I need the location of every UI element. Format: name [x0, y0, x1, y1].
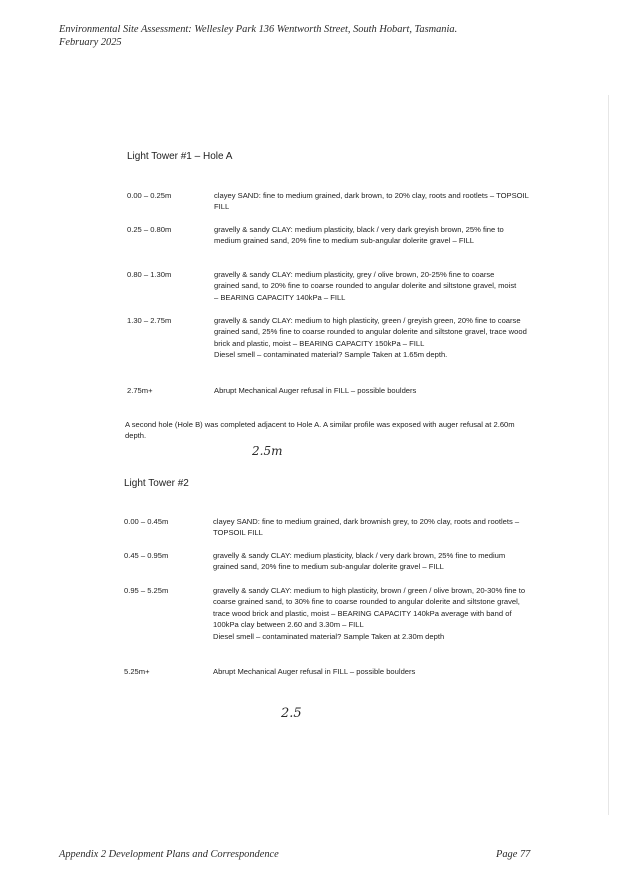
- soil-description: gravelly & sandy CLAY: medium plasticity, grey / olive brown, 20-25% fine to coarse grained sand, to 20% fine to coarse rounded to angular dolerite and siltstone gravel, moist – BEARING CAPACITY 140kPa – FILL: [214, 270, 517, 302]
- handwritten-text: 2.5: [281, 706, 302, 721]
- page-number: Page 77: [496, 849, 531, 860]
- soil-description-text: gravelly & sandy CLAY: medium to high plasticity, brown / green / olive brown, 20-30% fine to coarse grained sand, to 30% fine to coarse rounded to angular dolerite and siltstone gravel, trace wood brick and plastic, moist – BEARING CAPACITY 140kPa average with band of 100kPa clay between 2.60 and 3.30m – FILL: [213, 586, 526, 630]
- handwritten-depth-tower2: [281, 706, 302, 721]
- soil-description: Abrupt Mechanical Auger refusal in FILL – possible boulders: [213, 667, 416, 676]
- tower2-title: Light Tower #2: [124, 478, 189, 489]
- sample-note: Diesel smell – contaminated material? Sample Taken at 2.30m depth: [213, 631, 445, 641]
- handwritten-depth-tower1: [252, 444, 282, 458]
- soil-description: gravelly & sandy CLAY: medium plasticity, black / very dark greyish brown, 25% fine to medium grained sand, 20% fine to medium sub-angular dolerite gravel – FILL: [214, 225, 504, 246]
- soil-description: clayey SAND: fine to medium grained, dark brownish grey, to 20% clay, roots and rootlets – TOPSOIL FILL: [213, 517, 520, 538]
- header-title: Environmental Site Assessment: Wellesley Park 136 Wentworth Street, South Hobart, Tasmania.: [59, 24, 458, 35]
- depth-range: 0.80 – 1.30m: [127, 270, 172, 279]
- scan-edge-line: [608, 95, 609, 815]
- soil-description: clayey SAND: fine to medium grained, dark brown, to 20% clay, roots and rootlets – TOPSOIL FILL: [214, 191, 529, 212]
- depth-range: 0.95 – 5.25m: [124, 586, 169, 595]
- hole-b-note: A second hole (Hole B) was completed adjacent to Hole A. A similar profile was exposed with auger refusal at 2.60m depth.: [125, 420, 515, 441]
- soil-description-text: gravelly & sandy CLAY: medium to high plasticity, green / greyish green, 20% fine to coarse grained sand, 25% fine to coarse rounded to angular dolerite and siltstone gravel, trace wood brick and plastic, moist – BEARING CAPACITY 150kPa – FILL: [214, 316, 527, 348]
- footer-appendix: Appendix 2 Development Plans and Correspondence: [59, 849, 279, 860]
- depth-range: 2.75m+: [127, 386, 153, 395]
- depth-range: 0.45 – 0.95m: [124, 551, 169, 560]
- depth-range: 0.25 – 0.80m: [127, 225, 172, 234]
- depth-range: 0.00 – 0.25m: [127, 191, 172, 200]
- depth-range: 5.25m+: [124, 667, 150, 676]
- sample-note: Diesel smell – contaminated material? Sample Taken at 1.65m depth.: [214, 350, 448, 360]
- soil-description: Abrupt Mechanical Auger refusal in FILL – possible boulders: [214, 386, 417, 395]
- document-header: [59, 23, 457, 49]
- soil-description: [213, 585, 533, 642]
- handwritten-text: 2.5m: [252, 444, 283, 458]
- header-date: February 2025: [59, 37, 122, 48]
- depth-range: 0.00 – 0.45m: [124, 517, 169, 526]
- tower1-title: Light Tower #1 – Hole A: [127, 151, 233, 162]
- depth-range: 1.30 – 2.75m: [127, 316, 172, 325]
- soil-description: [214, 315, 536, 361]
- soil-description: gravelly & sandy CLAY: medium plasticity, black / very dark brown, 25% fine to medium grained sand, 20% fine to medium sub-angular dolerite gravel – FILL: [213, 551, 506, 572]
